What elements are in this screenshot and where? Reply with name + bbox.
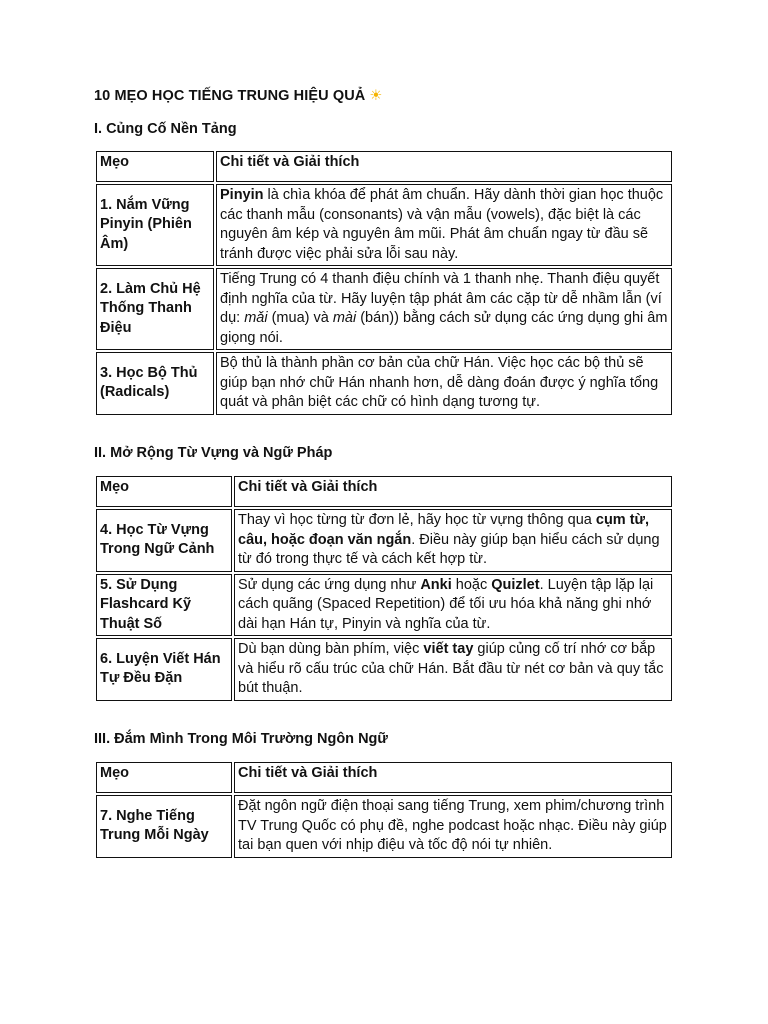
text-run: Tiếng Trung có 4 thanh điệu chính và 1 thanh nhẹ. Thanh điệu quyết định nghĩa của từ. Hãy luyện tập phát âm các cặp từ dễ nhầm lẫn (ví dụ:: [220, 271, 662, 326]
tip-cell: 7. Nghe Tiếng Trung Mỗi Ngày: [96, 795, 232, 858]
detail-cell: [216, 352, 672, 415]
table-row: [96, 574, 672, 637]
detail-cell: [234, 574, 672, 637]
tip-cell: 6. Luyện Viết Hán Tự Đều Đặn: [96, 638, 232, 701]
bold-text: Quizlet: [491, 576, 540, 593]
detail-cell: [234, 795, 672, 858]
table-row: [96, 268, 672, 350]
tips-table-1: [94, 149, 674, 417]
text-run: Thay vì học từng từ đơn lẻ, hãy học từ vựng thông qua: [238, 512, 596, 528]
text-run: Bộ thủ là thành phần cơ bản của chữ Hán. Việc học các bộ thủ sẽ giúp bạn nhớ chữ Hán nhanh hơn, dễ dàng đoán được ý nghĩa tổng quát và phân biệt các chữ có hình dạng tương tự.: [220, 355, 659, 410]
section-heading-1: I. Củng Cố Nền Tảng: [94, 121, 237, 137]
text-run: Đặt ngôn ngữ điện thoại sang tiếng Trung, xem phim/chương trình TV Trung Quốc có phụ đề, nghe podcast hoặc nhạc. Điều này giúp tai bạn quen với nhịp điệu và tốc độ nói tự nhiên.: [238, 798, 667, 853]
section-heading-3: III. Đắm Mình Trong Môi Trường Ngôn Ngữ: [94, 731, 388, 747]
table-header-row: [96, 151, 672, 182]
text-run: giúp củng cố trí nhớ cơ bắp và hiểu rõ cấu trúc của chữ Hán. Bắt đầu từ nét cơ bản và quy tắc bút thuận.: [238, 641, 664, 696]
title-text: 10 MẸO HỌC TIẾNG TRUNG HIỆU QUẢ: [94, 88, 366, 104]
text-run: . Điều này giúp bạn hiểu cách sử dụng từ đó trong thực tế và cách kết hợp từ.: [238, 531, 660, 567]
header-detail: Chi tiết và Giải thích: [234, 762, 672, 793]
bold-text: viết tay: [423, 641, 474, 657]
detail-cell: [234, 638, 672, 701]
tip-cell: 3. Học Bộ Thủ (Radicals): [96, 352, 214, 415]
table-header-row: [96, 762, 672, 793]
italic-text: mài: [332, 310, 357, 326]
table-header-row: [96, 476, 672, 507]
bold-text: cụm từ, câu, hoặc đoạn văn ngắn: [238, 512, 650, 548]
text-run: Dù bạn dùng bàn phím, việc: [238, 641, 424, 657]
tip-cell: 4. Học Từ Vựng Trong Ngữ Cảnh: [96, 509, 232, 572]
table-row: [96, 638, 672, 701]
detail-cell: [216, 184, 672, 266]
text-run: Sử dụng các ứng dụng như: [238, 576, 421, 593]
tip-cell: 2. Làm Chủ Hệ Thống Thanh Điệu: [96, 268, 214, 350]
text-run: (mua) và: [267, 310, 333, 326]
tips-table-2: [94, 474, 674, 703]
tips-table-3: [94, 760, 674, 860]
detail-cell: [216, 268, 672, 350]
text-run: . Luyện tập lặp lại cách quãng (Spaced Repetition) để tối ưu hóa khả năng ghi nhớ dài hạn Hán tự, Pinyin và nghĩa của từ.: [238, 576, 654, 632]
header-detail: Chi tiết và Giải thích: [234, 476, 672, 507]
header-tip: Mẹo: [96, 476, 232, 507]
bold-text: Pinyin: [220, 187, 264, 203]
header-tip: Mẹo: [96, 762, 232, 793]
bold-text: Anki: [420, 576, 452, 593]
text-run: hoặc: [451, 576, 492, 593]
tip-cell: 1. Nắm Vững Pinyin (Phiên Âm): [96, 184, 214, 266]
text-run: (bán)) bằng cách sử dụng các ứng dụng ghi âm giọng nói.: [220, 310, 668, 346]
italic-text: mǎi: [244, 310, 268, 326]
table-row: [96, 795, 672, 858]
tip-cell: 5. Sử Dụng Flashcard Kỹ Thuật Số: [96, 574, 232, 637]
table-row: [96, 509, 672, 572]
table-row: [96, 184, 672, 266]
sun-icon: ☀: [369, 88, 383, 104]
header-tip: Mẹo: [96, 151, 214, 182]
header-detail: Chi tiết và Giải thích: [216, 151, 672, 182]
text-run: là chìa khóa để phát âm chuẩn. Hãy dành thời gian học thuộc các thanh mẫu (consonants) và vận mẫu (vowels), đặc biệt là các nguyên âm kép và nguyên âm mũi. Phát âm chuẩn ngay từ đầu sẽ tránh được việc phải sửa lỗi sau này.: [220, 187, 664, 262]
document-title: [94, 88, 382, 104]
section-heading-2: II. Mở Rộng Từ Vựng và Ngữ Pháp: [94, 445, 333, 461]
detail-cell: [234, 509, 672, 572]
table-row: [96, 352, 672, 415]
